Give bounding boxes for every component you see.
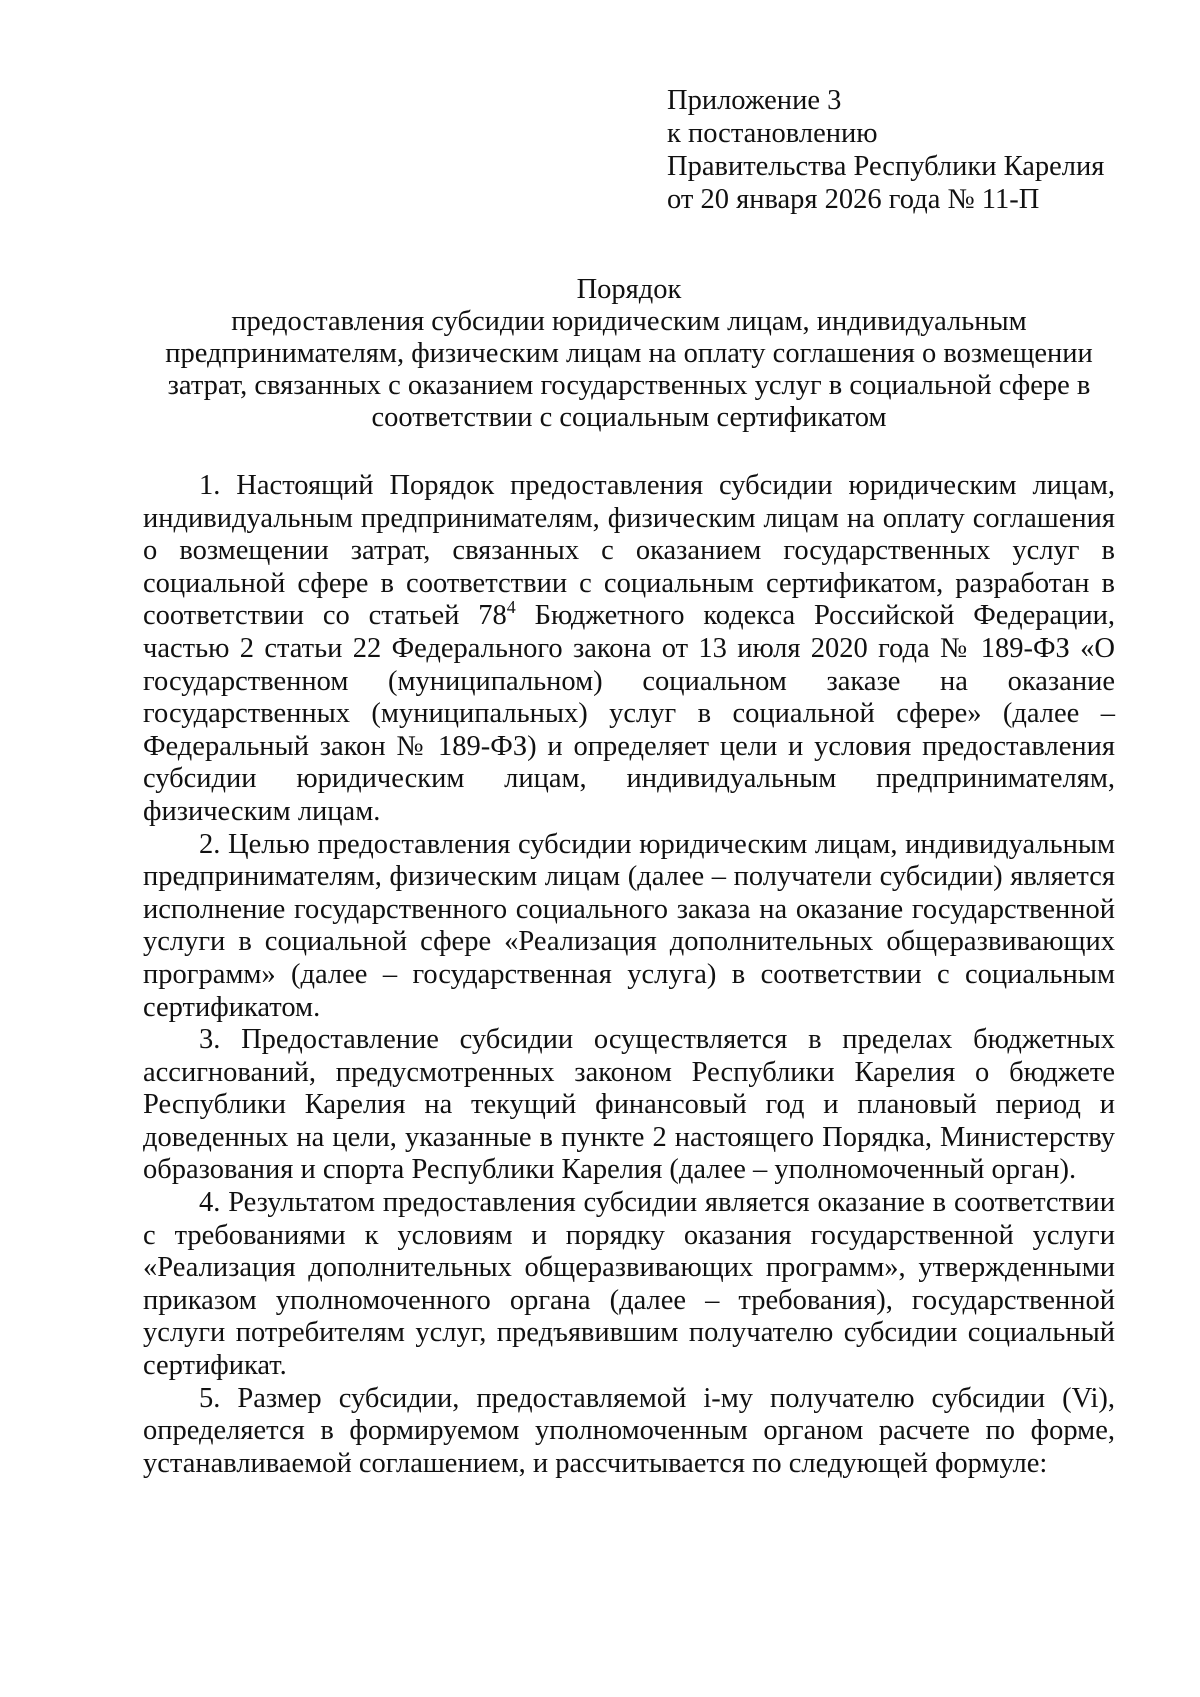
article-superscript: 4	[506, 597, 516, 618]
paragraph-5: 5. Размер субсидии, предоставляемой i-му получателю субсидии (Vi), определяется в формируемом уполномоченным органом расчете по форме, устанавливаемой соглашением, и рассчитывается по следующей формуле:	[143, 1382, 1115, 1479]
paragraph-1	[143, 470, 1115, 829]
title-heading: Порядок	[576, 274, 682, 305]
document-title	[140, 274, 1118, 434]
appendix-authority: Правительства Республики Карелия	[667, 151, 1105, 182]
title-subtitle: предоставления субсидии юридическим лицам, индивидуальным предпринимателям, физическим лицам на оплату соглашения о возмещении затрат, связанных с оказанием государственных услуг в социальной сфере в соответствии с социальным сертификатом	[165, 306, 1093, 433]
appendix-reference: к постановлению	[667, 118, 878, 149]
paragraph-2: 2. Целью предоставления субсидии юридическим лицам, индивидуальным предпринимателям, физическим лицам (далее – получатели субсидии) является исполнение государственного социального заказа на оказание государственной услуги в социальной сфере «Реализация дополнительных общеразвивающих программ» (далее – государственная услуга) в соответствии с социальным сертификатом.	[143, 828, 1115, 1023]
appendix-date-number: от 20 января 2026 года № 11-П	[667, 184, 1040, 215]
paragraph-3: 3. Предоставление субсидии осуществляется в пределах бюджетных ассигнований, предусмотренных законом Республики Карелия о бюджете Республики Карелия на текущий финансовый год и плановый период и доведенных на цели, указанные в пункте 2 настоящего Порядка, Министерству образования и спорта Республики Карелия (далее – уполномоченный орган).	[143, 1024, 1115, 1186]
appendix-header	[667, 84, 1167, 216]
document-body	[143, 470, 1115, 1480]
appendix-number: Приложение 3	[667, 85, 842, 116]
paragraph-1-text-end: Бюджетного кодекса Российской Федерации, частью 2 статьи 22 Федерального закона от 13 июля 2020 года № 189-ФЗ «О государственном (муниципальном) социальном заказе на оказание государственных (муниципальных) услуг в социальной сфере» (далее – Федеральный закон № 189-ФЗ) и определяет цели и условия предоставления субсидии юридическим лицам, индивидуальным предпринимателям, физическим лицам.	[143, 600, 1115, 827]
paragraph-4: 4. Результатом предоставления субсидии является оказание в соответствии с требованиями к условиям и порядку оказания государственной услуги «Реализация дополнительных общеразвивающих программ», утвержденными приказом уполномоченного органа (далее – требования), государственной услуги потребителям услуг, предъявившим получателю субсидии социальный сертификат.	[143, 1187, 1115, 1382]
paragraph-1-text-start: 1. Настоящий Порядок предоставления субсидии юридическим лицам, индивидуальным предпринимателям, физическим лицам на оплату соглашения о возмещении затрат, связанных с оказанием государственных услуг в социальной сфере в соответствии с социальным сертификатом, разработан в соответствии со статьей 78	[143, 470, 1115, 632]
